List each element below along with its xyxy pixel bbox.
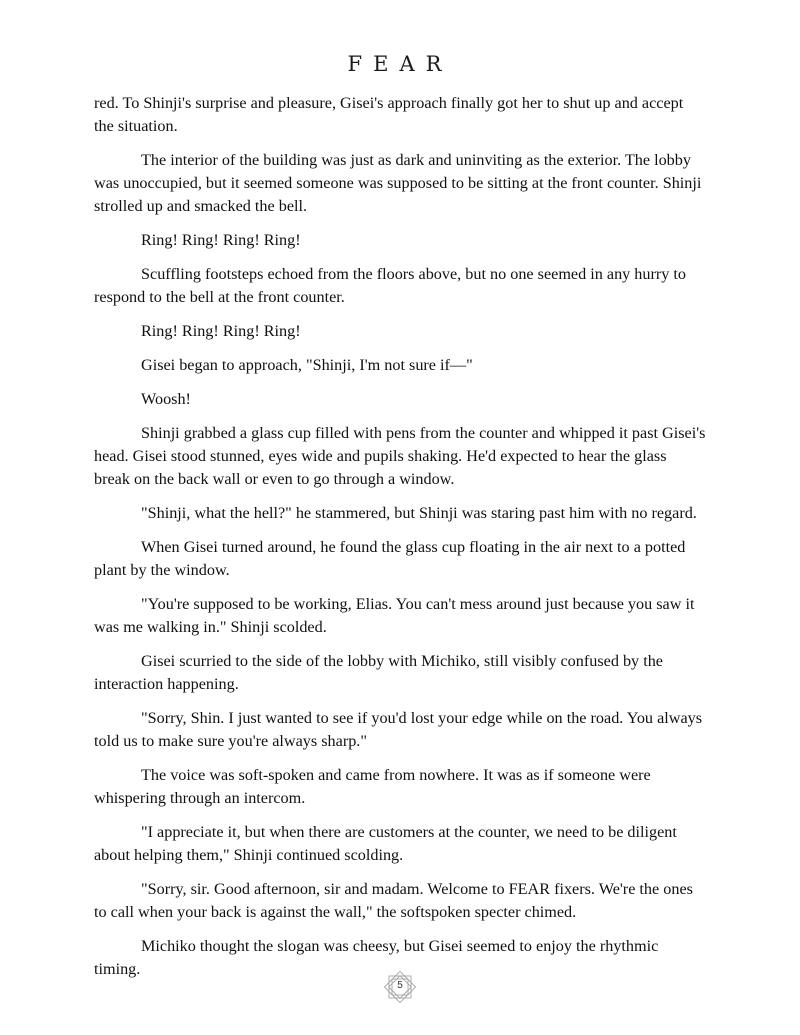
paragraph: The interior of the building was just as dark and uninviting as the exterior. The lobby was unoccupied, but it seemed someone was supposed to be sitting at the front counter. Shinji strolled up and smacked the bell. <box>94 151 702 215</box>
paragraph: "Sorry, sir. Good afternoon, sir and madam. Welcome to FEAR fixers. We're the ones to call when your back is against the wall," the softspoken specter chimed. <box>94 880 693 921</box>
paragraph: "Shinji, what the hell?" he stammered, but Shinji was staring past him with no regard. <box>141 504 697 522</box>
page-header-title: FEAR <box>347 52 453 76</box>
page-number: 5 <box>397 980 403 991</box>
paragraph: "I appreciate it, but when there are customers at the counter, we need to be diligent about helping them," Shinji continued scolding. <box>94 823 677 864</box>
paragraph: The voice was soft-spoken and came from nowhere. It was as if someone were whispering through an intercom. <box>94 766 651 807</box>
paragraph: "You're supposed to be working, Elias. You can't mess around just because you saw it was me walking in." Shinji scolded. <box>94 595 695 636</box>
paragraph: Ring! Ring! Ring! Ring! <box>141 231 301 249</box>
paragraph: Shinji grabbed a glass cup filled with pens from the counter and whipped it past Gisei's head. Gisei stood stunned, eyes wide and pupils shaking. He'd expected to hear the glass break on the back wall or even to go through a window. <box>94 424 706 488</box>
paragraph: Woosh! <box>141 390 191 408</box>
paragraph: Scuffling footsteps echoed from the floors above, but no one seemed in any hurry to respond to the bell at the front counter. <box>94 265 686 306</box>
paragraph: Michiko thought the slogan was cheesy, but Gisei seemed to enjoy the rhythmic timing. <box>94 937 659 978</box>
paragraph: Gisei scurried to the side of the lobby with Michiko, still visibly confused by the interaction happening. <box>94 652 663 693</box>
paragraph: When Gisei turned around, he found the glass cup floating in the air next to a potted plant by the window. <box>94 538 686 579</box>
paragraph: Ring! Ring! Ring! Ring! <box>141 322 301 340</box>
paragraph: red. To Shinji's surprise and pleasure, Gisei's approach finally got her to shut up and accept the situation. <box>94 94 684 135</box>
story-body <box>94 92 706 992</box>
paragraph: Gisei began to approach, "Shinji, I'm not sure if—" <box>141 356 473 374</box>
page-footer <box>380 967 420 1007</box>
paragraph: "Sorry, Shin. I just wanted to see if you'd lost your edge while on the road. You always told us to make sure you're always sharp." <box>94 709 703 750</box>
